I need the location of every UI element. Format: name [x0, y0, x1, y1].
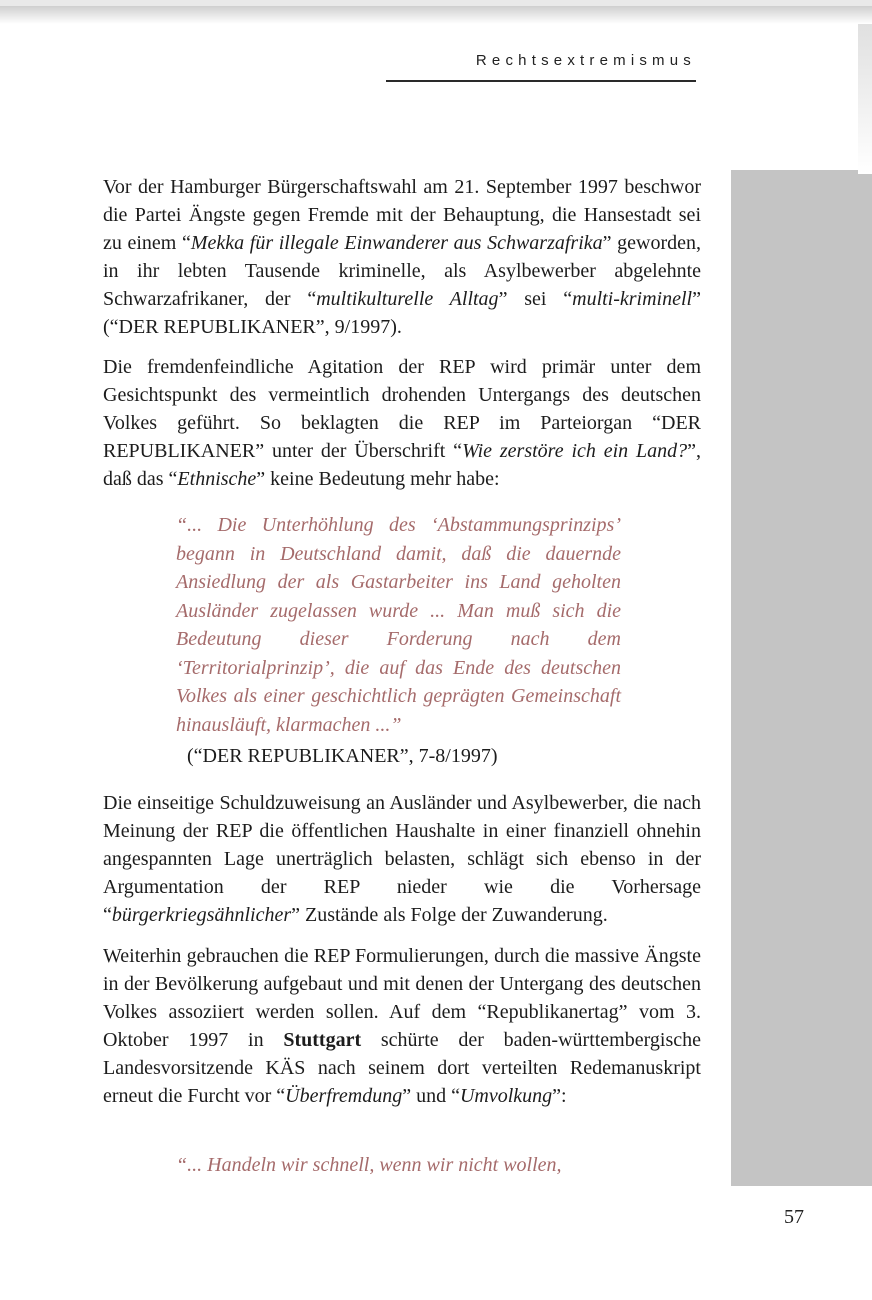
document-page [0, 6, 872, 1300]
text-run: Weiterhin gebrauchen die REP Formulierungen, durch die massive Ängste in der Bevölkerung aufgebaut und mit denen der Untergang des deutschen Volkes assoziiert werden sollen. Auf dem “Republikanertag” vom 3. Oktober 1997 in [103, 945, 701, 1051]
paragraph-blame [103, 789, 701, 929]
quote-source: (“DER REPUBLIKANER”, 7-8/1997) [187, 745, 498, 767]
text-run: ”: [552, 1085, 567, 1107]
text-run: ” geworden, in ihr lebten Tausende kriminelle, als Asylbewerber abgelehnte Schwarzafrikaner, der “ [103, 232, 701, 310]
italic-phrase: Mekka für illegale Einwanderer aus Schwarzafrika [190, 232, 603, 254]
italic-phrase: bürgerkriegsähnlicher [111, 904, 292, 926]
block-quote: “... Handeln wir schnell, wenn wir nicht wollen, [176, 1154, 562, 1176]
block-quote: “... Die Unterhöhlung des ‘Abstammungsprinzips’ begann in Deutschland damit, daß die dauernde Ansiedlung der als Gastarbeiter ins Land geholten Ausländer zugelassen wurde ... Man muß sich die Bedeutung dieser Forderung nach dem ‘Territorialprinzip’, die auf das Ende des deutschen Volkes als einer geschichtlich geprägten Gemeinschaft hinausläuft, klarmachen ...” [176, 514, 621, 736]
italic-phrase: Wie zerstöre ich ein Land? [462, 440, 688, 462]
text-run: ”, daß das “ [103, 440, 702, 490]
italic-phrase: Umvolkung [459, 1085, 553, 1107]
italic-phrase: multi-kriminell [572, 288, 693, 310]
text-run: ” und “ [402, 1085, 460, 1107]
text-run: ” (“DER REPUBLIKANER”, 9/1997). [103, 288, 701, 338]
text-run: Vor der Hamburger Bürgerschaftswahl am 21. September 1997 beschwor die Partei Ängste gegen Fremde mit der Behauptung, die Hansestadt sei zu einem “ [103, 176, 701, 254]
bold-place-name: Stuttgart [283, 1029, 362, 1051]
running-header: Rechtsextremismus [475, 52, 696, 69]
italic-phrase: Überfremdung [285, 1085, 403, 1107]
paragraph-agitation [103, 353, 701, 493]
text-run: ” Zustände als Folge der Zuwanderung. [291, 904, 608, 926]
page-number: 57 [784, 1206, 804, 1228]
paragraph-formulations [103, 942, 701, 1110]
text-run: ” sei “ [498, 288, 573, 310]
margin-band [731, 170, 872, 1186]
text-run: schürte der baden-württembergische Landesvorsitzende KÄS nach seinem dort verteilten Redemanuskript erneut die Furcht vor “ [103, 1029, 702, 1107]
italic-phrase: multikulturelle Alltag [316, 288, 499, 310]
paragraph-hamburg-election [103, 173, 701, 341]
text-run: Die einseitige Schuldzuweisung an Ausländer und Asylbewerber, die nach Meinung der REP die öffentlichen Haushalte in einer finanziell ohnehin angespannten Lage unerträglich belasten, schlägt sich ebenso in der Argumentation der REP nieder wie die Vorhersage “ [103, 792, 701, 926]
italic-phrase: Ethnische [177, 468, 257, 490]
header-rule [386, 80, 696, 82]
text-run: ” keine Bedeutung mehr habe: [256, 468, 500, 490]
text-run: Die fremdenfeindliche Agitation der REP wird primär unter dem Gesichtspunkt des vermeintlich drohenden Untergangs des deutschen Volkes geführt. So beklagten die REP im Parteiorgan “DER REPUBLIKANER” unter der Überschrift “ [103, 356, 701, 462]
